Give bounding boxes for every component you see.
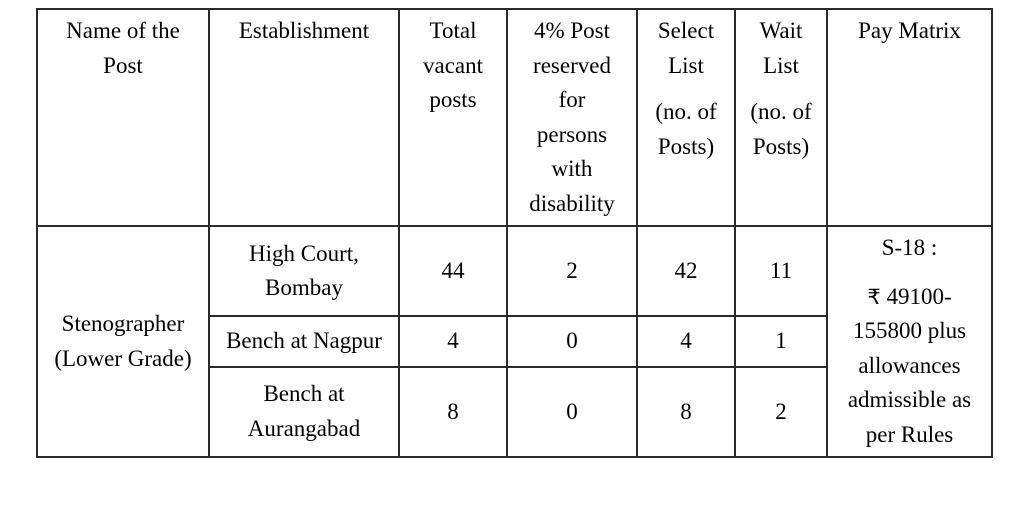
header-line: Wait bbox=[759, 18, 803, 43]
establishment-line: Nagpur bbox=[312, 328, 382, 354]
pay-amount: 49100- bbox=[886, 283, 952, 309]
post-name-line: Grade) bbox=[127, 345, 192, 371]
post-name-cell bbox=[37, 226, 209, 457]
column-header-total-vacant-posts bbox=[399, 9, 507, 226]
column-header-establishment bbox=[209, 9, 399, 226]
header-line: with bbox=[551, 156, 593, 181]
reserved-disability-cell: 0 bbox=[507, 316, 637, 367]
header-line: Pay Matrix bbox=[858, 18, 961, 43]
reserved-disability-cell: 0 bbox=[507, 367, 637, 457]
table-header bbox=[37, 9, 992, 226]
establishment-line: Bench at bbox=[263, 381, 345, 407]
header-line: posts bbox=[429, 87, 477, 112]
wait-list-cell: 2 bbox=[735, 367, 827, 457]
column-header-wait-list bbox=[735, 9, 827, 226]
vacancy-table bbox=[36, 8, 993, 458]
total-vacant-posts-cell: 4 bbox=[399, 316, 507, 367]
post-name-line: (Lower bbox=[54, 345, 123, 371]
select-list-cell: 8 bbox=[637, 367, 735, 457]
table-header-row bbox=[37, 9, 992, 226]
column-header-pay-matrix bbox=[827, 9, 992, 226]
total-vacant-posts-cell: 8 bbox=[399, 367, 507, 457]
header-line: List bbox=[763, 52, 799, 78]
table-row bbox=[37, 226, 992, 316]
header-line: 4% Post bbox=[533, 18, 611, 43]
header-line: (no. of bbox=[655, 99, 717, 124]
header-spacer bbox=[644, 83, 728, 95]
header-line: vacant bbox=[422, 52, 483, 78]
header-line: Name of the bbox=[66, 18, 180, 43]
reserved-disability-cell: 2 bbox=[507, 226, 637, 316]
post-name-line: Stenographer bbox=[61, 311, 185, 336]
select-list-cell: 4 bbox=[637, 316, 735, 367]
column-header-select-list bbox=[637, 9, 735, 226]
pay-detail-line: 155800 plus bbox=[852, 318, 967, 343]
establishment-line: Bombay bbox=[265, 275, 343, 301]
pay-grade: S-18 : bbox=[881, 235, 938, 260]
pay-detail-line: admissible as bbox=[847, 387, 972, 412]
establishment-cell bbox=[209, 226, 399, 316]
table-body bbox=[37, 226, 992, 457]
header-line: List bbox=[668, 52, 704, 78]
establishment-line: Aurangabad bbox=[247, 415, 361, 441]
pay-matrix-cell bbox=[827, 226, 992, 457]
pay-detail-line: allowances bbox=[858, 352, 961, 378]
establishment-cell bbox=[209, 367, 399, 457]
header-line: persons bbox=[536, 121, 608, 147]
header-line: Select bbox=[657, 18, 715, 43]
pay-detail-line: per Rules bbox=[865, 421, 954, 447]
header-line: Total bbox=[429, 18, 477, 43]
header-line: (no. of bbox=[750, 99, 812, 124]
establishment-cell bbox=[209, 316, 399, 367]
total-vacant-posts-cell: 44 bbox=[399, 226, 507, 316]
select-list-cell: 42 bbox=[637, 226, 735, 316]
wait-list-cell: 11 bbox=[735, 226, 827, 316]
header-line: Posts) bbox=[752, 133, 810, 159]
column-header-reserved-disability bbox=[507, 9, 637, 226]
establishment-line: High Court, bbox=[249, 240, 359, 266]
header-line: for bbox=[558, 87, 586, 112]
header-spacer bbox=[742, 83, 820, 95]
column-header-post-name bbox=[37, 9, 209, 226]
wait-list-cell: 1 bbox=[735, 316, 827, 367]
header-line: Post bbox=[103, 52, 143, 78]
pay-amount-line bbox=[867, 284, 951, 309]
header-line: Posts) bbox=[657, 133, 715, 159]
header-line: Establishment bbox=[238, 18, 370, 43]
establishment-line: Bench at bbox=[226, 328, 308, 354]
header-line: reserved bbox=[533, 52, 611, 78]
rupee-icon: ₹ bbox=[867, 284, 881, 309]
header-line: disability bbox=[529, 190, 615, 216]
